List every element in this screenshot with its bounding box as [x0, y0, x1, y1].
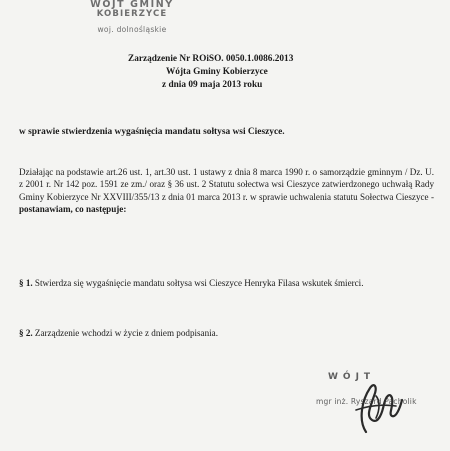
signature-stamp-title: WÓJT [328, 372, 376, 382]
section-1-text: Stwierdza się wygaśnięcie mandatu sołtysa wsi Cieszyce Henryka Filasa wskutek śmierci. [32, 278, 364, 288]
stamp-line-region: woj. dolnośląskie [97, 24, 167, 34]
office-stamp [86, 0, 178, 34]
preamble-text: Działając na podstawie art.26 ust. 1, art.30 ust. 1 ustawy z dnia 8 marca 1990 r. o samorządzie gminnym / Dz. U. z 2001 r. Nr 142 poz. 1591 ze zm./ oraz § 36 ust. 2 Statutu sołectwa wsi Cieszyce zatwierdzonego uchwałą Rady Gminy Kobierzyce Nr XXVIII/355/13 z dnia 01 marca 2013 r. w sprawie uchwalenia statutu Sołectwa Cieszyce - [19, 167, 434, 202]
preamble-paragraph [19, 166, 434, 216]
document-title [128, 53, 368, 92]
preamble-emphasis: postanawiam, co następuje: [19, 204, 127, 215]
section-2 [19, 328, 218, 338]
title-issuer: Wójta Gminy Kobierzyce [166, 67, 268, 77]
document-subject: w sprawie stwierdzenia wygaśnięcia mandatu sołtysa wsi Cieszyce. [19, 127, 285, 137]
signature-stamp-name: mgr inż. Ryszard Pacholik [316, 397, 417, 406]
stamp-line-municipality: KOBIERZYCE [96, 8, 168, 19]
section-1 [19, 277, 439, 290]
section-2-text: Zarządzenie wchodzi w życie z dniem podpisania. [32, 328, 218, 338]
title-number: Zarządzenie Nr ROiSO. 0050.1.0086.2013 [128, 54, 294, 64]
stamp-line-office: WÓJT GMINY [90, 0, 174, 10]
section-1-mark: § 1. [19, 278, 33, 288]
section-2-mark: § 2. [19, 328, 33, 338]
title-date: z dnia 09 maja 2013 roku [162, 80, 263, 90]
handwritten-signature [336, 370, 416, 440]
